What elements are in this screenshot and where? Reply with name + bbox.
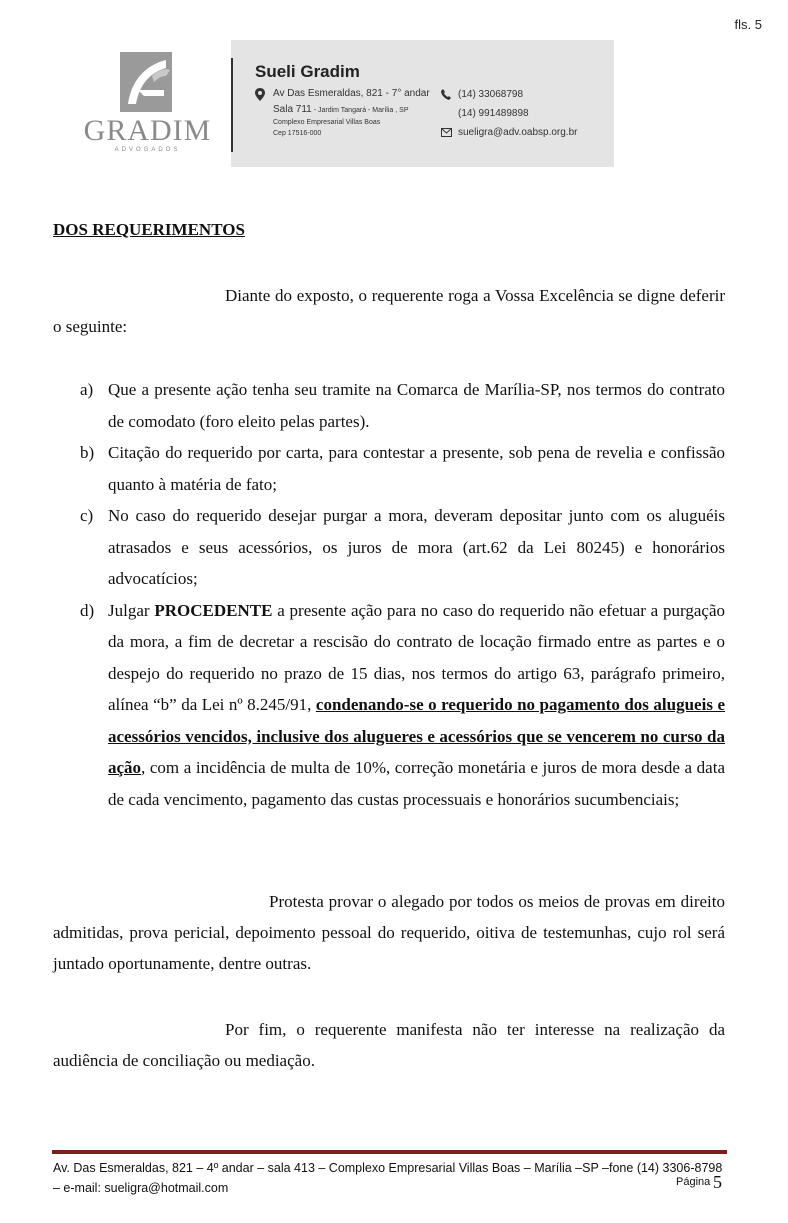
- porfim-paragraph: [53, 1014, 725, 1076]
- list-marker: d): [80, 600, 95, 620]
- location-pin-icon: [255, 88, 265, 101]
- intro-paragraph: [53, 280, 725, 342]
- phone-icon: [441, 89, 451, 100]
- address-line-1: Av Das Esmeraldas, 821 - 7° andar: [273, 88, 430, 99]
- lawyer-name: Sueli Gradim: [255, 62, 360, 81]
- list-marker: c): [80, 506, 94, 525]
- footer-address: Av. Das Esmeraldas, 821 – 4º andar – sala 413 – Complexo Empresarial Villas Boas – Marília –SP –fone (14) 3306-8798 – e-mail: sueligra@hotmail.com: [53, 1161, 723, 1195]
- protesta-paragraph: [53, 886, 725, 979]
- address-zip: Cep 17516-000: [273, 130, 322, 137]
- address-line-2: [273, 104, 409, 115]
- envelope-icon: [441, 128, 452, 137]
- list-item: [53, 500, 725, 595]
- address-line-3: Complexo Empresarial Villas Boas: [273, 119, 381, 126]
- list-item: [53, 374, 725, 437]
- email-address: sueligra@adv.oabsp.org.br: [458, 127, 578, 138]
- requests-list: [53, 374, 725, 815]
- list-marker: a): [80, 380, 94, 399]
- address-neighborhood: - Jardim Tangará - Marília , SP: [311, 107, 409, 114]
- section-title: DOS REQUERIMENTOS: [53, 220, 245, 239]
- phone-2: (14) 991489898: [458, 108, 529, 119]
- porfim-text: Por fim, o requerente manifesta não ter interesse na realização da audiência de conciliação ou mediação.: [53, 1020, 725, 1070]
- page-marker: fls. 5: [734, 17, 762, 32]
- list-item: [53, 437, 725, 500]
- footer-rule: [52, 1150, 727, 1154]
- card-divider: [231, 58, 233, 152]
- address-room: Sala 711: [273, 104, 312, 115]
- list-item: [53, 595, 725, 816]
- gradim-logo: [80, 46, 215, 161]
- intro-text: Diante do exposto, o requerente roga a Vossa Excelência se digne deferir o seguinte:: [53, 286, 725, 336]
- list-item-text: a presente ação para no caso do requerido não efetuar a purgação da mora, a fim de decretar a rescisão do contrato de locação firmado entre as partes e o despejo do requerido no prazo de 15 dias, nos termos do artigo 63, parágrafo primeiro, alínea “b” da Lei nº 8.245/91,: [108, 600, 726, 714]
- list-item-text: Que a presente ação tenha seu tramite na Comarca de Marília-SP, nos termos do contrato de comodato (foro eleito pelas partes).: [108, 380, 725, 431]
- list-item-text: , com a incidência de multa de 10%, correção monetária e juros de mora desde a data de cada vencimento, pagamento das custas processuais e honorários sucumbenciais;: [108, 758, 725, 809]
- list-item-text: Citação do requerido por carta, para contestar a presente, sob pena de revelia e confissão quanto à matéria de fato;: [108, 443, 725, 494]
- letterhead-card: [231, 40, 614, 167]
- list-marker: b): [80, 443, 95, 462]
- underlined-clause: condenando-se o requerido no pagamento dos alugueis e acessórios vencidos, inclusive dos alugueres e acessórios que se vencerem no curso da ação: [108, 695, 725, 777]
- list-item-text: No caso do requerido desejar purgar a mora, deveram depositar junto com os aluguéis atrasados e seus acessórios, os juros de mora (art.62 da Lei 80245) e honorários advocatícios;: [108, 506, 725, 588]
- page-label: Página: [676, 1176, 711, 1188]
- logo-subtitle: ADVOGADOS: [114, 147, 181, 153]
- list-item-text: Julgar: [108, 600, 155, 620]
- page-number: 5: [713, 1172, 722, 1192]
- logo-wordmark: GRADIM: [83, 114, 212, 147]
- phone-1: (14) 33068798: [458, 89, 524, 100]
- gradim-g-mark-icon: [80, 46, 215, 116]
- procedente-bold: PROCEDENTE: [154, 600, 273, 620]
- protesta-text: Protesta provar o alegado por todos os meios de provas em direito admitidas, prova pericial, depoimento pessoal do requerido, oitiva de testemunhas, cujo rol será juntado oportunamente, dentre outras.: [53, 892, 725, 973]
